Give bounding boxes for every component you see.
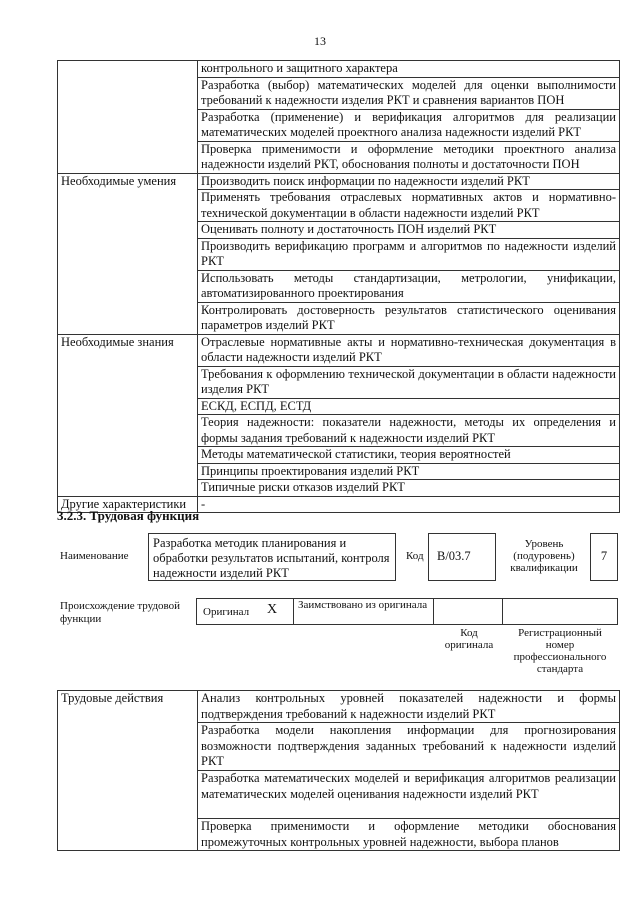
level-value-box: 7 bbox=[590, 533, 618, 581]
level-label: Уровень (подуровень) квалификации bbox=[510, 538, 578, 574]
function-name-box: Разработка методик планирования и обработки результатов испытаний, контроля надежности изделий РКТ bbox=[148, 533, 396, 581]
table-cell: Методы математической статистики, теория вероятностей bbox=[198, 447, 620, 464]
table-cell: Оценивать полноту и достаточность ПОН изделий РКТ bbox=[198, 222, 620, 239]
table-cell: - bbox=[198, 496, 620, 513]
reg-number-label: Регистрационный номер профессионального стандарта bbox=[513, 627, 607, 675]
borrowed-box: Заимствовано из оригинала bbox=[293, 598, 434, 625]
row-label-actions: Трудовые действия bbox=[58, 691, 198, 851]
table-cell: Использовать методы стандартизации, метрологии, унификации, автоматизированного проектирования bbox=[198, 270, 620, 302]
table-cell: контрольного и защитного характера bbox=[198, 61, 620, 78]
row-label-knowledge: Необходимые знания bbox=[58, 334, 198, 496]
table-cell: Анализ контрольных уровней показателей надежности и формы подтверждения требований к надежности изделий РКТ bbox=[198, 691, 620, 723]
section-heading: 3.2.3. Трудовая функция bbox=[57, 508, 200, 523]
code-label: Код bbox=[406, 550, 424, 562]
table-cell: Разработка (применение) и верификация алгоритмов для реализации математических моделей проектного анализа надежности изделий РКТ bbox=[198, 109, 620, 141]
table-cell: Производить поиск информации по надежности изделий РКТ bbox=[198, 173, 620, 190]
table-cell: Разработка (выбор) математических моделей для оценки выполнимости требований к надежности изделия РКТ и сравнения вариантов ПОН bbox=[198, 77, 620, 109]
row-label-other: Другие характеристики bbox=[58, 496, 198, 513]
table-cell: Теория надежности: показатели надежности, методы их определения и формы задания требований к надежности изделий РКТ bbox=[198, 415, 620, 447]
code-value-box: B/03.7 bbox=[428, 533, 496, 581]
original-mark: X bbox=[267, 602, 278, 617]
row-label-skills: Необходимые умения bbox=[58, 173, 198, 334]
table-cell: Отраслевые нормативные акты и нормативно-техническая документация в области надежности изделий РКТ bbox=[198, 334, 620, 366]
table-cell: Типичные риски отказов изделий РКТ bbox=[198, 480, 620, 497]
labor-actions-table bbox=[57, 690, 620, 851]
code-original-label: Код оригинала bbox=[444, 627, 494, 651]
code-original-box bbox=[433, 598, 503, 625]
reg-number-box bbox=[502, 598, 618, 625]
table-cell: Производить верификацию программ и алгоритмов по надежности изделий РКТ bbox=[198, 238, 620, 270]
skills-knowledge-table bbox=[57, 60, 620, 513]
original-box bbox=[196, 598, 294, 625]
table-cell: Разработка математических моделей и верификация алгоритмов реализации математических моделей оценивания надежности изделий РКТ bbox=[198, 771, 620, 819]
table-cell: Проверка применимости и оформление методики проектного анализа надежности изделий РКТ, обоснования полноты и достаточности ПОН bbox=[198, 141, 620, 173]
table-cell: Проверка применимости и оформление методики обоснования промежуточных контрольных уровней надежности, выбора планов bbox=[198, 819, 620, 851]
origin-label: Происхождение трудовой функции bbox=[60, 600, 181, 625]
row-label bbox=[58, 61, 198, 174]
name-label: Наименование bbox=[60, 550, 129, 562]
original-label: Оригинал bbox=[203, 606, 250, 618]
page-number: 13 bbox=[314, 34, 326, 48]
table-cell: Принципы проектирования изделий РКТ bbox=[198, 463, 620, 480]
table-cell: Требования к оформлению технической документации в области надежности изделия РКТ bbox=[198, 366, 620, 398]
table-cell: Контролировать достоверность результатов статистического оценивания параметров изделий РКТ bbox=[198, 302, 620, 334]
table-cell: Разработка модели накопления информации для прогнозирования возможности подтверждения заданных требований к надежности изделий РКТ bbox=[198, 723, 620, 771]
table-cell: Применять требования отраслевых нормативных актов и нормативно-технической документации в области надежности изделий РКТ bbox=[198, 190, 620, 222]
table-cell: ЕСКД, ЕСПД, ЕСТД bbox=[198, 398, 620, 415]
